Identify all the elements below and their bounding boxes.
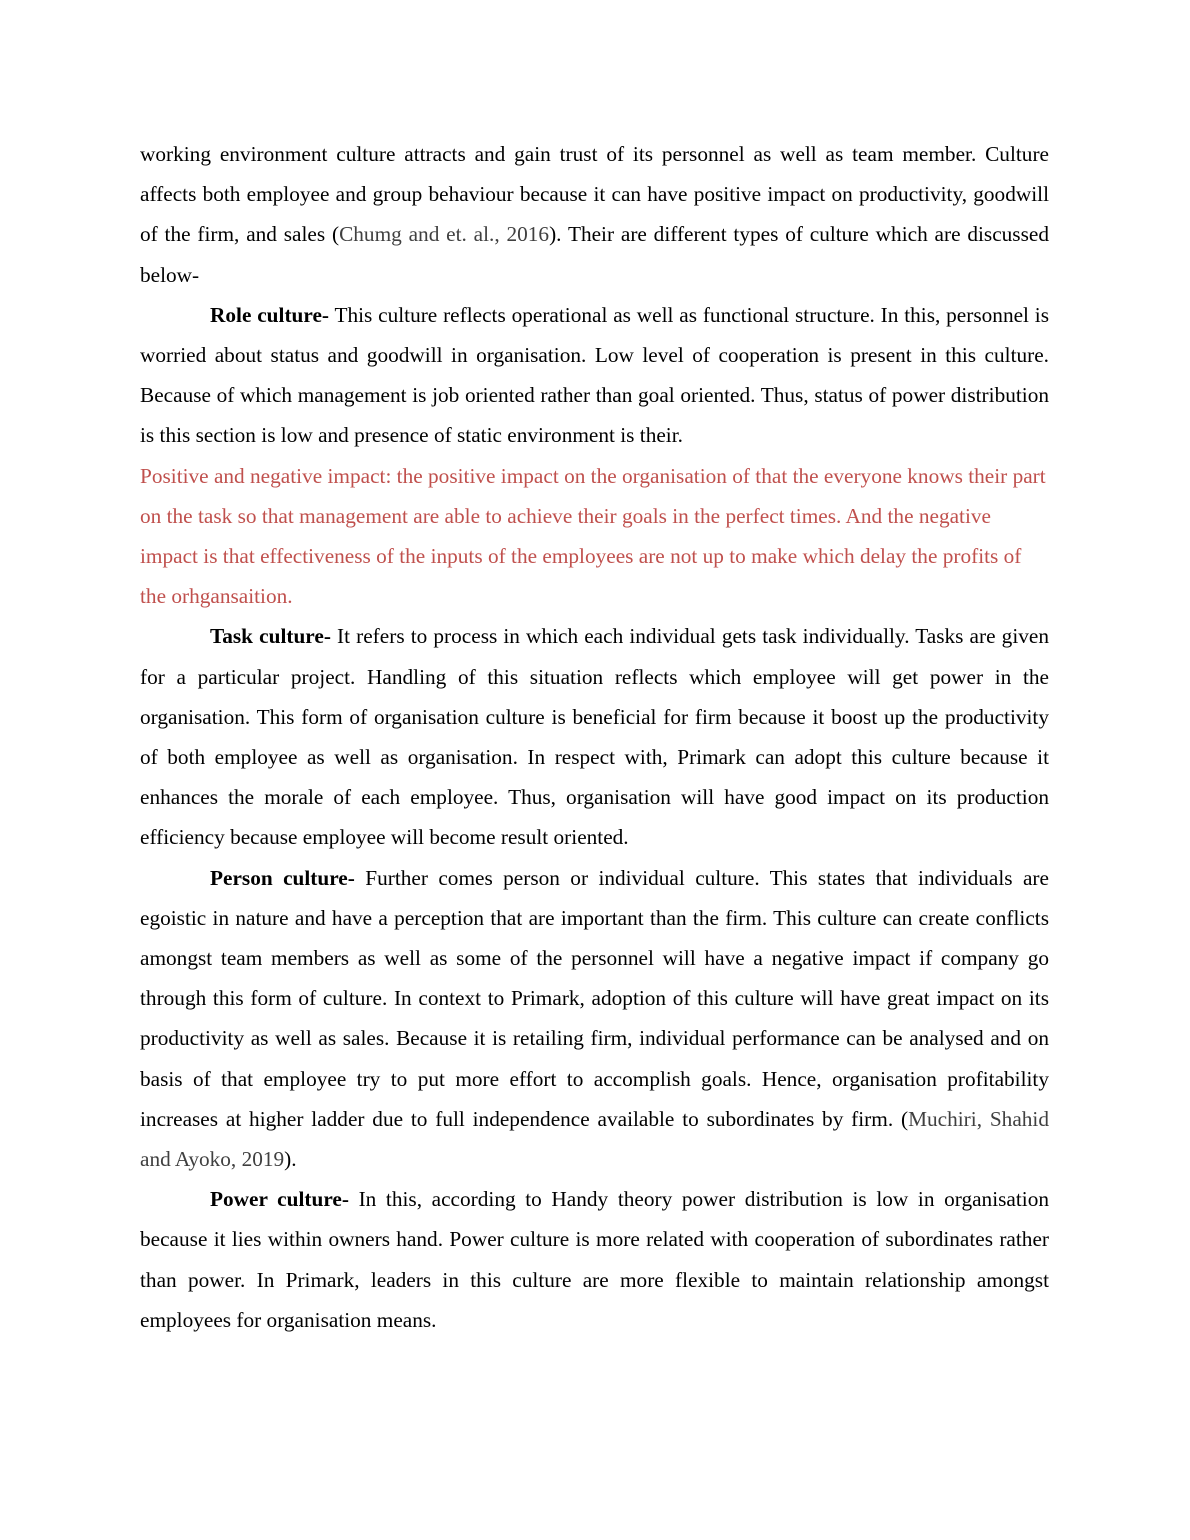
intro-text-end: ). Their are different types of culture which are discussed below- [140, 222, 1049, 287]
power-culture-heading: Power culture- [210, 1187, 349, 1212]
person-culture-text: Further comes person or individual culture. This states that individuals are egoistic in nature and have a perception that are important than the firm. This culture can create conflicts amongst team members as well as some of the personnel will have a negative impact if company go through this form of culture. In context to Primark, adoption of this culture will have great impact on its productivity as well as sales. Because it is retailing firm, individual performance can be analysed and on basis of that employee try to put more effort to accomplish goals. Hence, organisation profitability increases at higher ladder due to full independence available to subordinates by firm. ( [140, 865, 1049, 1131]
person-culture-text-end: ). [284, 1147, 297, 1172]
person-culture-paragraph [140, 858, 1049, 1180]
document-page [140, 134, 1049, 1340]
power-culture-paragraph [140, 1179, 1049, 1340]
impact-text: Positive and negative impact: the positive impact on the organisation of that the everyone knows their part on the task so that management are able to achieve their goals in the perfect times. And the negative impact is that effectiveness of the inputs of the employees are not up to make which delay the profits of the orhgansaition. [140, 463, 1046, 609]
intro-text: working environment culture attracts and gain trust of its personnel as well as team member. Culture affects both employee and group behaviour because it can have positive impact on productivity, goodwill of the firm, and sales ( [140, 142, 1049, 247]
impact-paragraph [140, 456, 1049, 617]
citation-muchiri: Muchiri, Shahid and Ayoko, 2019 [140, 1106, 1049, 1172]
citation-chumg: Chumg and et. al., 2016 [339, 222, 550, 247]
role-culture-text: This culture reflects operational as well as functional structure. In this, personnel is worried about status and goodwill in organisation. Low level of cooperation is present in this culture. Because of which management is job oriented rather than goal oriented. Thus, status of power distribution is this section is low and presence of static environment is their. [140, 302, 1049, 448]
role-culture-paragraph [140, 295, 1049, 456]
task-culture-text: It refers to process in which each individual gets task individually. Tasks are given for a particular project. Handling of this situation reflects which employee will get power in the organisation. This form of organisation culture is beneficial for firm because it boost up the productivity of both employee as well as organisation. In respect with, Primark can adopt this culture because it enhances the morale of each employee. Thus, organisation will have good impact on its production efficiency because employee will become result oriented. [140, 624, 1049, 850]
task-culture-heading: Task culture- [210, 624, 331, 649]
person-culture-heading: Person culture- [210, 865, 355, 890]
power-culture-text: In this, according to Handy theory power distribution is low in organisation because it lies within owners hand. Power culture is more related with cooperation of subordinates rather than power. In Primark, leaders in this culture are more flexible to maintain relationship amongst employees for organisation means. [140, 1187, 1049, 1332]
role-culture-heading: Role culture- [210, 302, 329, 327]
task-culture-paragraph [140, 616, 1049, 857]
intro-paragraph [140, 134, 1049, 295]
